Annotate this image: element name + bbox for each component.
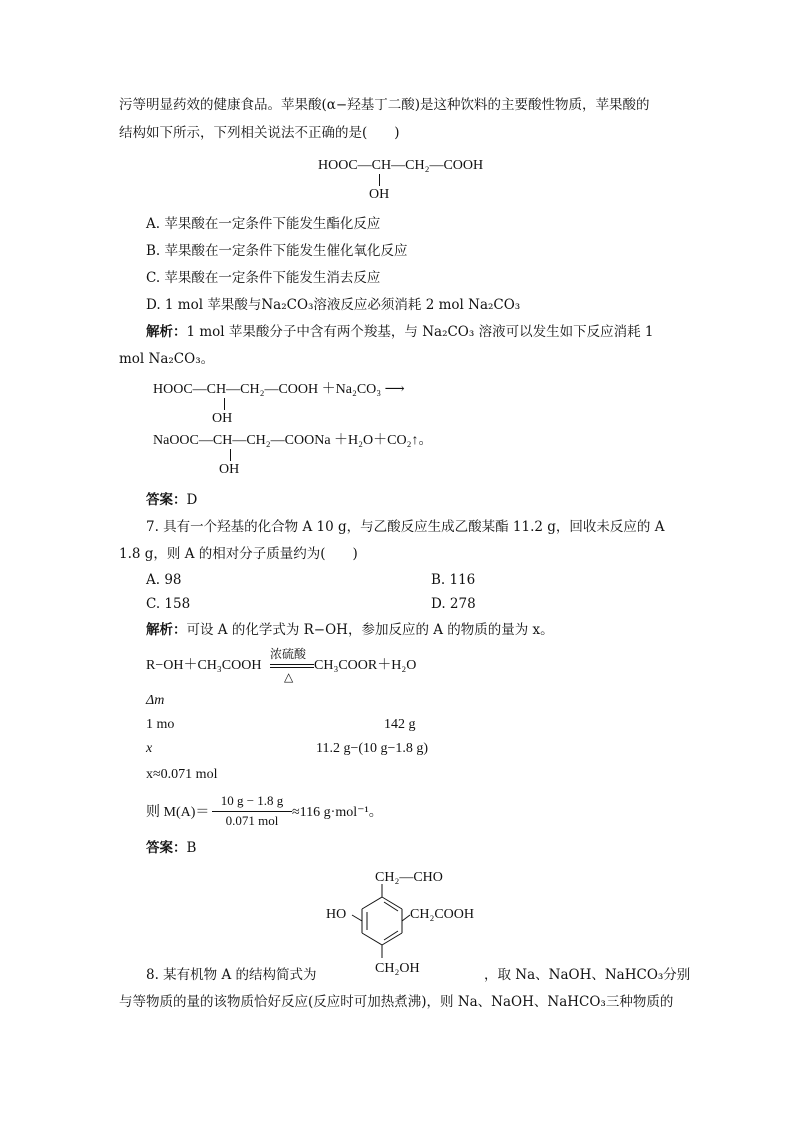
q7-equation-condition-top: 浓硫酸 [270,647,307,661]
q7-row2-left: x [146,741,153,756]
ring-bond [362,933,382,945]
q6-explanation [146,323,653,341]
q7-answer-label: 答案： [146,840,187,856]
right-substituent-bond [402,915,410,921]
q7-equation-condition-bottom: △ [284,670,294,684]
q7-equation-left: R−OH＋CH₃COOH [146,658,262,673]
ring-double-bond [384,902,398,911]
q6-explanation-label: 解析： [146,324,187,340]
q7-molar-mass-fraction [212,793,292,833]
benzene-ring [352,884,410,958]
ring-double-bond [384,931,398,940]
q7-answer [146,839,196,857]
q6-option-c: C. 苹果酸在一定条件下能发生消去反应 [146,270,381,286]
q6-answer-value: D [186,492,198,508]
q7-explanation-text: 可设 A 的化学式为 R−OH，参加反应的 A 的物质的量为 x。 [186,622,554,638]
q6-eq1-oh: OH [212,411,233,426]
intro-line-2: 结构如下所示，下列相关说法不正确的是( ) [119,125,400,141]
q6-eq1-oh-bond [224,398,225,410]
q7-option-b: B. 116 [431,572,476,588]
q7-explanation [146,621,554,639]
q7-option-d: D. 278 [431,596,476,612]
q7-fraction-bar [212,811,292,812]
ring-bond [362,897,382,909]
q6-explanation-text-1: 1 mol 苹果酸分子中含有两个羧基，与 Na₂CO₃ 溶液可以发生如下反应消耗 1 [186,324,654,340]
q6-option-b: B. 苹果酸在一定条件下能发生催化氧化反应 [146,243,408,259]
q6-option-d: D. 1 mol 苹果酸与Na₂CO₃溶液反应必须消耗 2 mol Na₂CO₃ [146,297,521,313]
q6-eq2-oh: OH [219,462,240,477]
q6-eq2-oh-bond [230,449,231,461]
q7-row1-left: 1 mo [146,717,175,732]
q7-stem-1: 7. 具有一个羟基的化合物 A 10 g，与乙酸反应生成乙酸某酯 11.2 g，回收未反应的 A [146,519,665,535]
q7-row2-right: 11.2 g−(10 g−1.8 g) [316,741,429,756]
intro-line-1: 污等明显药效的健康食品。苹果酸(α−羟基丁二酸)是这种饮料的主要酸性物质，苹果酸的 [119,97,650,113]
q8-stem-1: 8. 某有机物 A 的结构简式为 [146,967,317,983]
q7-delta-m: Δm [146,693,165,708]
left-substituent-bond [352,915,362,921]
q7-row1-right: 142 g [384,717,416,732]
q7-molar-mass-prefix: 则 M(A)＝ [146,805,210,820]
q8-stem-1-tail: ，取 Na、NaOH、NaHCO₃分别 [484,967,691,983]
malic-acid-oh-bond [379,174,380,186]
q6-equation-1: HOOC—CH—CH₂—COOH ＋Na₂CO₃ ⟶ [153,382,405,397]
q7-explanation-label: 解析： [146,622,187,638]
q8-stem-2: 与等物质的量的该物质恰好反应(反应时可加热煮沸)，则 Na、NaOH、NaHCO₃三种物质的 [119,994,674,1010]
malic-acid-formula: HOOC—CH—CH₂—COOH [318,158,484,173]
q7-x-result: x≈0.071 mol [146,767,218,782]
q6-option-a: A. 苹果酸在一定条件下能发生酯化反应 [146,216,381,232]
q8-left-group: HO [326,907,347,922]
q7-stem-2: 1.8 g，则 A 的相对分子质量约为( ) [119,546,358,562]
q6-equation-2: NaOOC—CH—CH₂—COONa ＋H₂O＋CO₂↑。 [153,433,433,448]
q7-fraction-numerator: 10 g − 1.8 g [220,793,284,808]
q7-option-c: C. 158 [146,596,191,612]
q6-answer-label: 答案： [146,492,187,508]
q7-answer-value: B [186,840,197,856]
q8-top-group: CH₂—CHO [375,870,443,885]
malic-acid-oh: OH [369,187,390,202]
q8-bottom-group: CH₂OH [375,961,420,976]
q6-answer [146,491,197,509]
q6-explanation-text-2: mol Na₂CO₃。 [119,351,215,367]
q8-right-group: CH₂COOH [410,907,474,922]
q7-equation-right: CH₃COOR＋H₂O [314,658,417,673]
q7-option-a: A. 98 [146,572,182,588]
q7-fraction-denominator: 0.071 mol [225,813,279,828]
q7-molar-mass-suffix: ≈116 g·mol⁻¹。 [292,805,383,820]
